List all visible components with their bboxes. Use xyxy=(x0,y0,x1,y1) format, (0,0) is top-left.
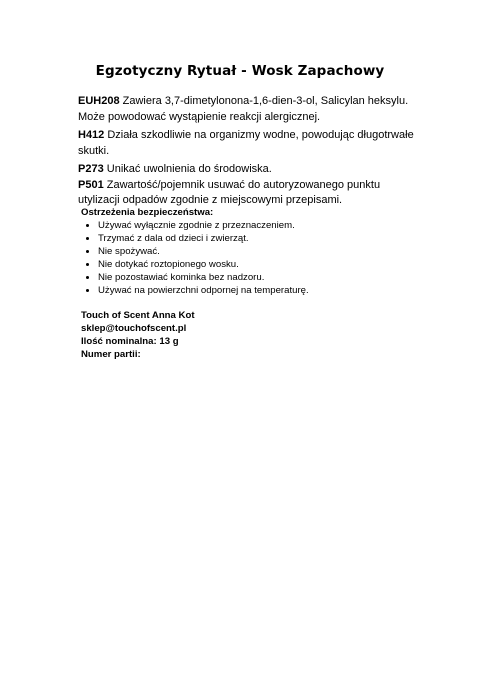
list-item: • Trzymać z dala od dzieci i zwierząt. xyxy=(98,232,411,245)
hazard-statements xyxy=(78,94,418,212)
statement-text: Zawartość/pojemnik usuwać do autoryzowanego punktu utylizacji odpadów zgodnie z miejscowymi przepisami. xyxy=(78,178,381,206)
statement-text: Unikać uwolnienia do środowiska. xyxy=(103,163,272,175)
statement-text: Działa szkodliwie na organizmy wodne, powodując długotrwałe skutki. xyxy=(78,129,414,157)
company-email: sklep@touchofscent.pl xyxy=(81,323,187,334)
statement-euh208 xyxy=(78,94,418,125)
statement-code: H412 xyxy=(78,129,105,141)
statement-code: P273 xyxy=(78,163,104,175)
statement-p273 xyxy=(78,162,418,178)
statement-code: P501 xyxy=(78,178,104,191)
page-title: Egzotyczny Rytuał - Wosk Zapachowy xyxy=(95,63,385,79)
statement-p501 xyxy=(78,178,418,209)
list-item: • Nie pozostawiać kominka bez nadzoru. xyxy=(98,271,411,284)
list-item: • Nie dotykać roztopionego wosku. xyxy=(98,258,411,271)
company-info xyxy=(81,309,195,361)
nominal-quantity: Ilość nominalna: 13 g xyxy=(81,336,179,347)
statement-h412 xyxy=(78,128,418,159)
statement-text: Zawiera 3,7-dimetylonona-1,6-dien-3-ol, Salicylan heksylu. Może powodować wystąpienie reakcji alergicznej. xyxy=(78,95,409,123)
warnings-list xyxy=(81,219,411,297)
list-item: • Nie spożywać. xyxy=(98,245,411,258)
batch-number: Numer partii: xyxy=(81,349,141,360)
statement-code: EUH208 xyxy=(78,95,120,107)
list-item: • Używać wyłącznie zgodnie z przeznaczeniem. xyxy=(98,219,411,232)
warnings-heading: Ostrzeżenia bezpieczeństwa: xyxy=(81,207,214,218)
list-item: • Używać na powierzchni odpornej na temperaturę. xyxy=(98,284,411,297)
safety-warnings xyxy=(81,206,411,297)
company-name: Touch of Scent Anna Kot xyxy=(81,310,195,321)
